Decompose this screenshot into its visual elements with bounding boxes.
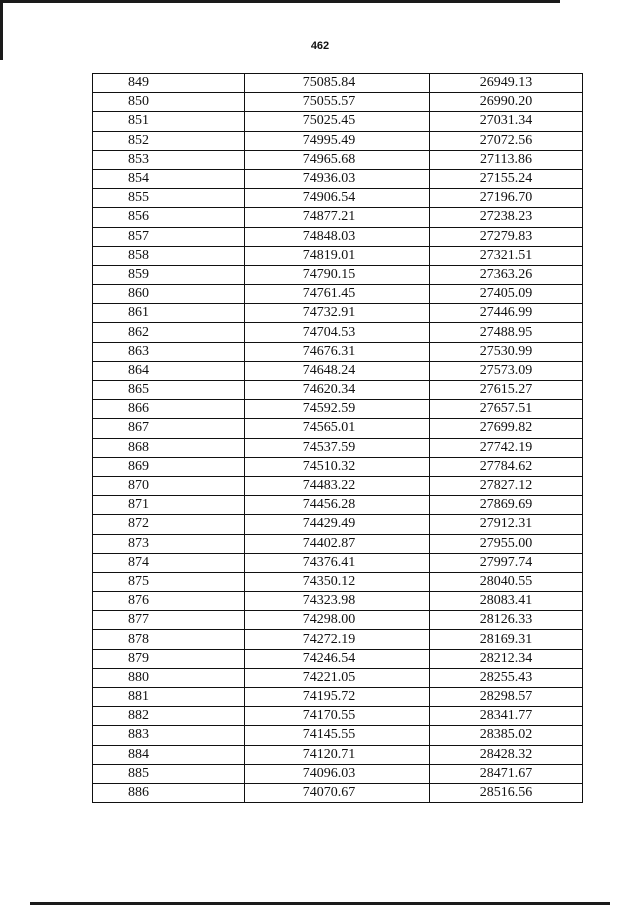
table-row [93,189,583,208]
row-index-cell: 854 [93,169,245,188]
value-b-cell: 27869.69 [430,496,583,515]
row-index-cell: 880 [93,668,245,687]
value-b-cell: 27113.86 [430,150,583,169]
value-a-cell: 74965.68 [245,150,430,169]
row-index-cell: 877 [93,611,245,630]
value-b-cell: 27615.27 [430,381,583,400]
table-row [93,304,583,323]
table-row [93,515,583,534]
row-index-cell: 867 [93,419,245,438]
row-index-cell: 850 [93,93,245,112]
table-row [93,381,583,400]
value-b-cell: 27742.19 [430,438,583,457]
value-b-cell: 26990.20 [430,93,583,112]
table-row [93,419,583,438]
row-index-cell: 866 [93,400,245,419]
value-a-cell: 74761.45 [245,285,430,304]
table-row [93,572,583,591]
row-index-cell: 886 [93,783,245,802]
value-b-cell: 28169.31 [430,630,583,649]
value-b-cell: 27405.09 [430,285,583,304]
value-a-cell: 74995.49 [245,131,430,150]
page-number: 462 [310,40,330,52]
value-a-cell: 74456.28 [245,496,430,515]
row-index-cell: 857 [93,227,245,246]
row-index-cell: 863 [93,342,245,361]
table-row [93,496,583,515]
value-b-cell: 28428.32 [430,745,583,764]
value-a-cell: 74120.71 [245,745,430,764]
table-row [93,649,583,668]
value-a-cell: 74704.53 [245,323,430,342]
table-row [93,438,583,457]
value-a-cell: 74936.03 [245,169,430,188]
value-b-cell: 27997.74 [430,553,583,572]
table-row [93,611,583,630]
value-a-cell: 74429.49 [245,515,430,534]
value-a-cell: 75085.84 [245,74,430,93]
row-index-cell: 871 [93,496,245,515]
value-b-cell: 27530.99 [430,342,583,361]
row-index-cell: 861 [93,304,245,323]
row-index-cell: 855 [93,189,245,208]
value-a-cell: 74246.54 [245,649,430,668]
value-a-cell: 74145.55 [245,726,430,745]
value-a-cell: 75055.57 [245,93,430,112]
value-b-cell: 28298.57 [430,688,583,707]
value-a-cell: 74790.15 [245,265,430,284]
table-row [93,764,583,783]
row-index-cell: 882 [93,707,245,726]
value-a-cell: 74592.59 [245,400,430,419]
value-b-cell: 27155.24 [430,169,583,188]
table-row [93,707,583,726]
table-row [93,323,583,342]
value-b-cell: 28516.56 [430,783,583,802]
table-row [93,285,583,304]
value-a-cell: 75025.45 [245,112,430,131]
value-b-cell: 28126.33 [430,611,583,630]
value-b-cell: 28255.43 [430,668,583,687]
value-b-cell: 28471.67 [430,764,583,783]
row-index-cell: 869 [93,457,245,476]
table-row [93,457,583,476]
table-row [93,668,583,687]
table-row [93,688,583,707]
value-b-cell: 27072.56 [430,131,583,150]
row-index-cell: 873 [93,534,245,553]
value-a-cell: 74376.41 [245,553,430,572]
value-a-cell: 74620.34 [245,381,430,400]
row-index-cell: 870 [93,476,245,495]
table-row [93,553,583,572]
table-row [93,208,583,227]
table-row [93,361,583,380]
table-row [93,112,583,131]
value-b-cell: 28040.55 [430,572,583,591]
value-b-cell: 28385.02 [430,726,583,745]
row-index-cell: 884 [93,745,245,764]
value-a-cell: 74195.72 [245,688,430,707]
value-b-cell: 27446.99 [430,304,583,323]
value-b-cell: 27827.12 [430,476,583,495]
table-row [93,227,583,246]
table-row [93,592,583,611]
value-b-cell: 28083.41 [430,592,583,611]
value-b-cell: 27363.26 [430,265,583,284]
value-a-cell: 74877.21 [245,208,430,227]
row-index-cell: 864 [93,361,245,380]
row-index-cell: 872 [93,515,245,534]
row-index-cell: 851 [93,112,245,131]
value-b-cell: 27238.23 [430,208,583,227]
row-index-cell: 852 [93,131,245,150]
row-index-cell: 862 [93,323,245,342]
value-b-cell: 27488.95 [430,323,583,342]
value-a-cell: 74648.24 [245,361,430,380]
value-a-cell: 74272.19 [245,630,430,649]
table-row [93,246,583,265]
value-a-cell: 74298.00 [245,611,430,630]
table-row [93,93,583,112]
value-b-cell: 27196.70 [430,189,583,208]
value-a-cell: 74483.22 [245,476,430,495]
table-row [93,74,583,93]
table-row [93,726,583,745]
value-b-cell: 28341.77 [430,707,583,726]
value-a-cell: 74096.03 [245,764,430,783]
table-row [93,400,583,419]
value-b-cell: 27912.31 [430,515,583,534]
value-b-cell: 27321.51 [430,246,583,265]
row-index-cell: 879 [93,649,245,668]
row-index-cell: 868 [93,438,245,457]
table-row [93,534,583,553]
value-a-cell: 74402.87 [245,534,430,553]
row-index-cell: 853 [93,150,245,169]
value-a-cell: 74170.55 [245,707,430,726]
value-a-cell: 74819.01 [245,246,430,265]
table-row [93,150,583,169]
value-a-cell: 74848.03 [245,227,430,246]
value-b-cell: 27657.51 [430,400,583,419]
table-row [93,342,583,361]
row-index-cell: 874 [93,553,245,572]
table-row [93,745,583,764]
value-a-cell: 74906.54 [245,189,430,208]
value-a-cell: 74221.05 [245,668,430,687]
table-row [93,265,583,284]
value-b-cell: 27573.09 [430,361,583,380]
row-index-cell: 875 [93,572,245,591]
table-row [93,630,583,649]
row-index-cell: 878 [93,630,245,649]
row-index-cell: 860 [93,285,245,304]
value-b-cell: 27955.00 [430,534,583,553]
value-a-cell: 74070.67 [245,783,430,802]
table-row [93,169,583,188]
value-a-cell: 74537.59 [245,438,430,457]
row-index-cell: 859 [93,265,245,284]
value-b-cell: 26949.13 [430,74,583,93]
row-index-cell: 883 [93,726,245,745]
table-row [93,476,583,495]
value-b-cell: 27031.34 [430,112,583,131]
data-table [92,73,583,803]
table-row [93,131,583,150]
row-index-cell: 849 [93,74,245,93]
row-index-cell: 865 [93,381,245,400]
value-b-cell: 27784.62 [430,457,583,476]
value-b-cell: 27699.82 [430,419,583,438]
row-index-cell: 876 [93,592,245,611]
row-index-cell: 856 [93,208,245,227]
table-body [93,74,583,803]
value-b-cell: 27279.83 [430,227,583,246]
table-row [93,783,583,802]
value-a-cell: 74350.12 [245,572,430,591]
scan-edge-top [0,0,560,3]
value-a-cell: 74732.91 [245,304,430,323]
value-b-cell: 28212.34 [430,649,583,668]
value-a-cell: 74565.01 [245,419,430,438]
value-a-cell: 74510.32 [245,457,430,476]
value-a-cell: 74323.98 [245,592,430,611]
row-index-cell: 881 [93,688,245,707]
row-index-cell: 885 [93,764,245,783]
value-a-cell: 74676.31 [245,342,430,361]
row-index-cell: 858 [93,246,245,265]
